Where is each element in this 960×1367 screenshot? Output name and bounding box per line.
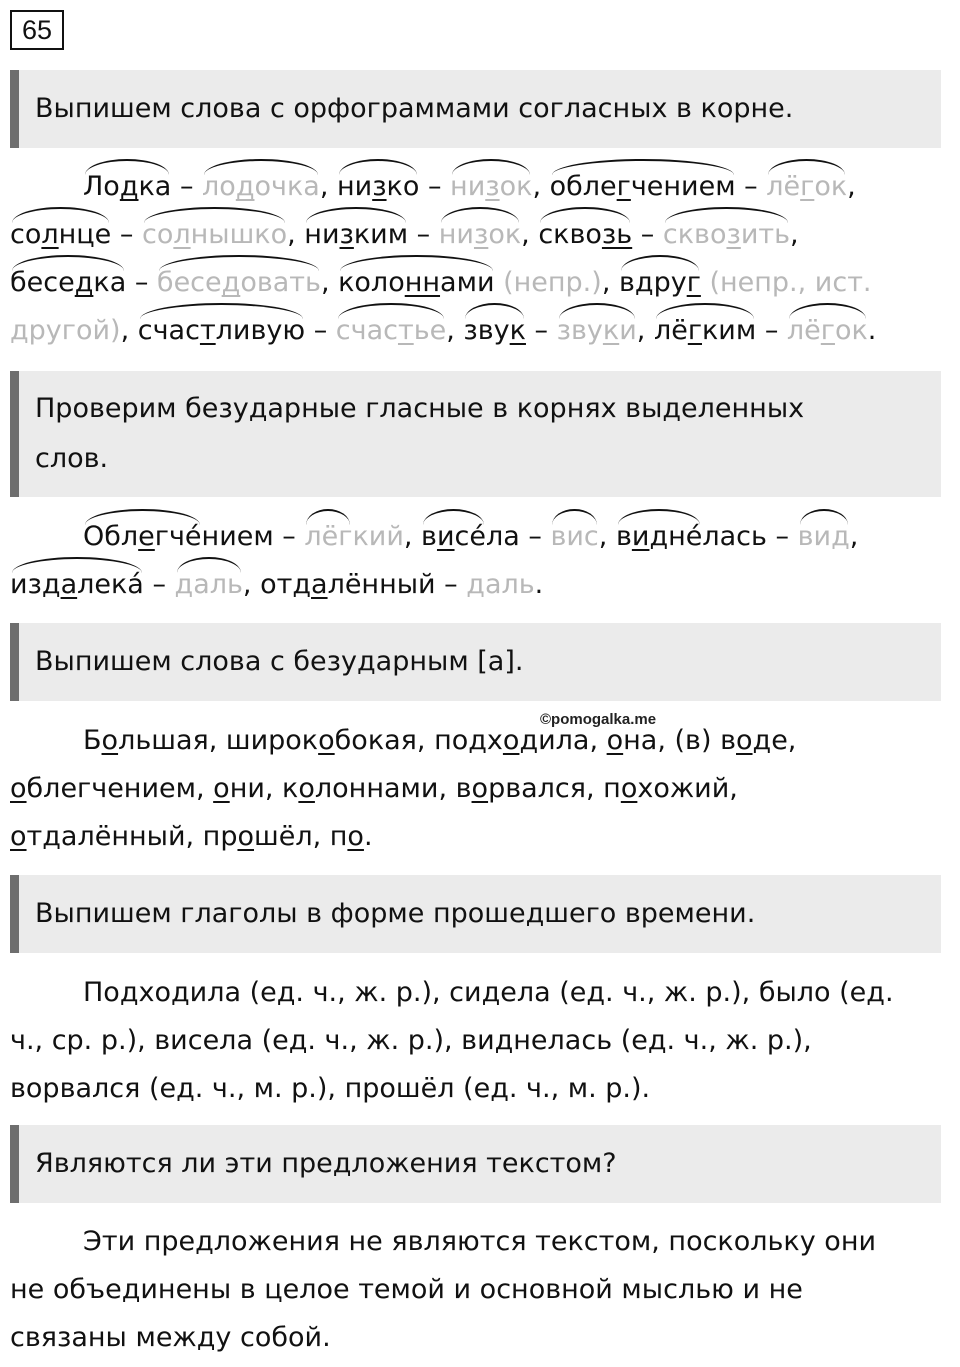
section-header-3 <box>10 623 941 701</box>
answer-2 <box>10 513 945 609</box>
answer-5-line-3: связаны между собой. <box>10 1322 331 1353</box>
answer-3-line-1: Большая, широкобокая, подходила, она, (в) воде, <box>83 725 797 756</box>
answer-2-line-2: издалекá – даль, отдалённый – даль. <box>10 561 945 609</box>
answer-3-line-2: облегчением, они, колоннами, ворвался, похожий, <box>10 773 738 804</box>
answer-5-line-2: не объединены в целое темой и основной мыслью и не <box>10 1274 803 1305</box>
section-header-5 <box>10 1125 941 1203</box>
section-header-2-line-2: слов. <box>35 443 109 474</box>
answer-4-line-2: ч., ср. р.), висела (ед. ч., ж. р.), виднелась (ед. ч., ж. р.), <box>10 1025 812 1056</box>
answer-4 <box>10 969 945 1113</box>
answer-5-line-1 <box>10 1218 945 1266</box>
answer-1-line-1: Лодка – лодочка, низко – низок, облегчением – лёгок, <box>10 163 945 211</box>
answer-5-line-1-text: Эти предложения не являются текстом, поскольку они <box>83 1226 877 1257</box>
answer-4-line-3: ворвался (ед. ч., м. р.), прошёл (ед. ч., м. р.). <box>10 1073 651 1104</box>
page-number: 65 <box>10 10 64 50</box>
section-header-5-text: Являются ли эти предложения текстом? <box>35 1148 617 1179</box>
answer-5 <box>10 1218 945 1362</box>
section-header-4-text: Выпишем глаголы в форме прошедшего времени. <box>35 898 756 929</box>
section-header-4 <box>10 875 941 953</box>
answer-1-line-2: солнце – солнышко, низким – низок, сквозь – сквозить, <box>10 211 945 259</box>
watermark: ©pomogalka.me <box>540 711 657 728</box>
answer-4-line-1-text: Подходила (ед. ч., ж. р.), сидела (ед. ч., ж. р.), было (ед. <box>83 977 894 1008</box>
answer-1-line-3: беседка – беседовать, колоннами (непр.), вдруг (непр., ист. <box>10 259 945 307</box>
answer-3-line-3: отдалённый, прошёл, по. <box>10 821 373 852</box>
section-header-2-line-1: Проверим безударные гласные в корнях выделенных <box>35 393 805 424</box>
section-header-1-text: Выпишем слова с орфограммами согласных в корне. <box>35 93 794 124</box>
answer-4-line-1 <box>10 969 945 1017</box>
answer-1 <box>10 163 945 355</box>
answer-1-line-4: другой), счастливую – счастье, звук – звуки, лёгким – лёгок. <box>10 307 945 355</box>
answer-3 <box>10 717 945 861</box>
section-header-2 <box>10 371 941 497</box>
section-header-3-text: Выпишем слова с безударным [а]. <box>35 646 524 677</box>
answer-2-line-1: Облегчéнием – лёгкий, висéла – вис, виднéлась – вид, <box>10 513 945 561</box>
section-header-1 <box>10 70 941 148</box>
